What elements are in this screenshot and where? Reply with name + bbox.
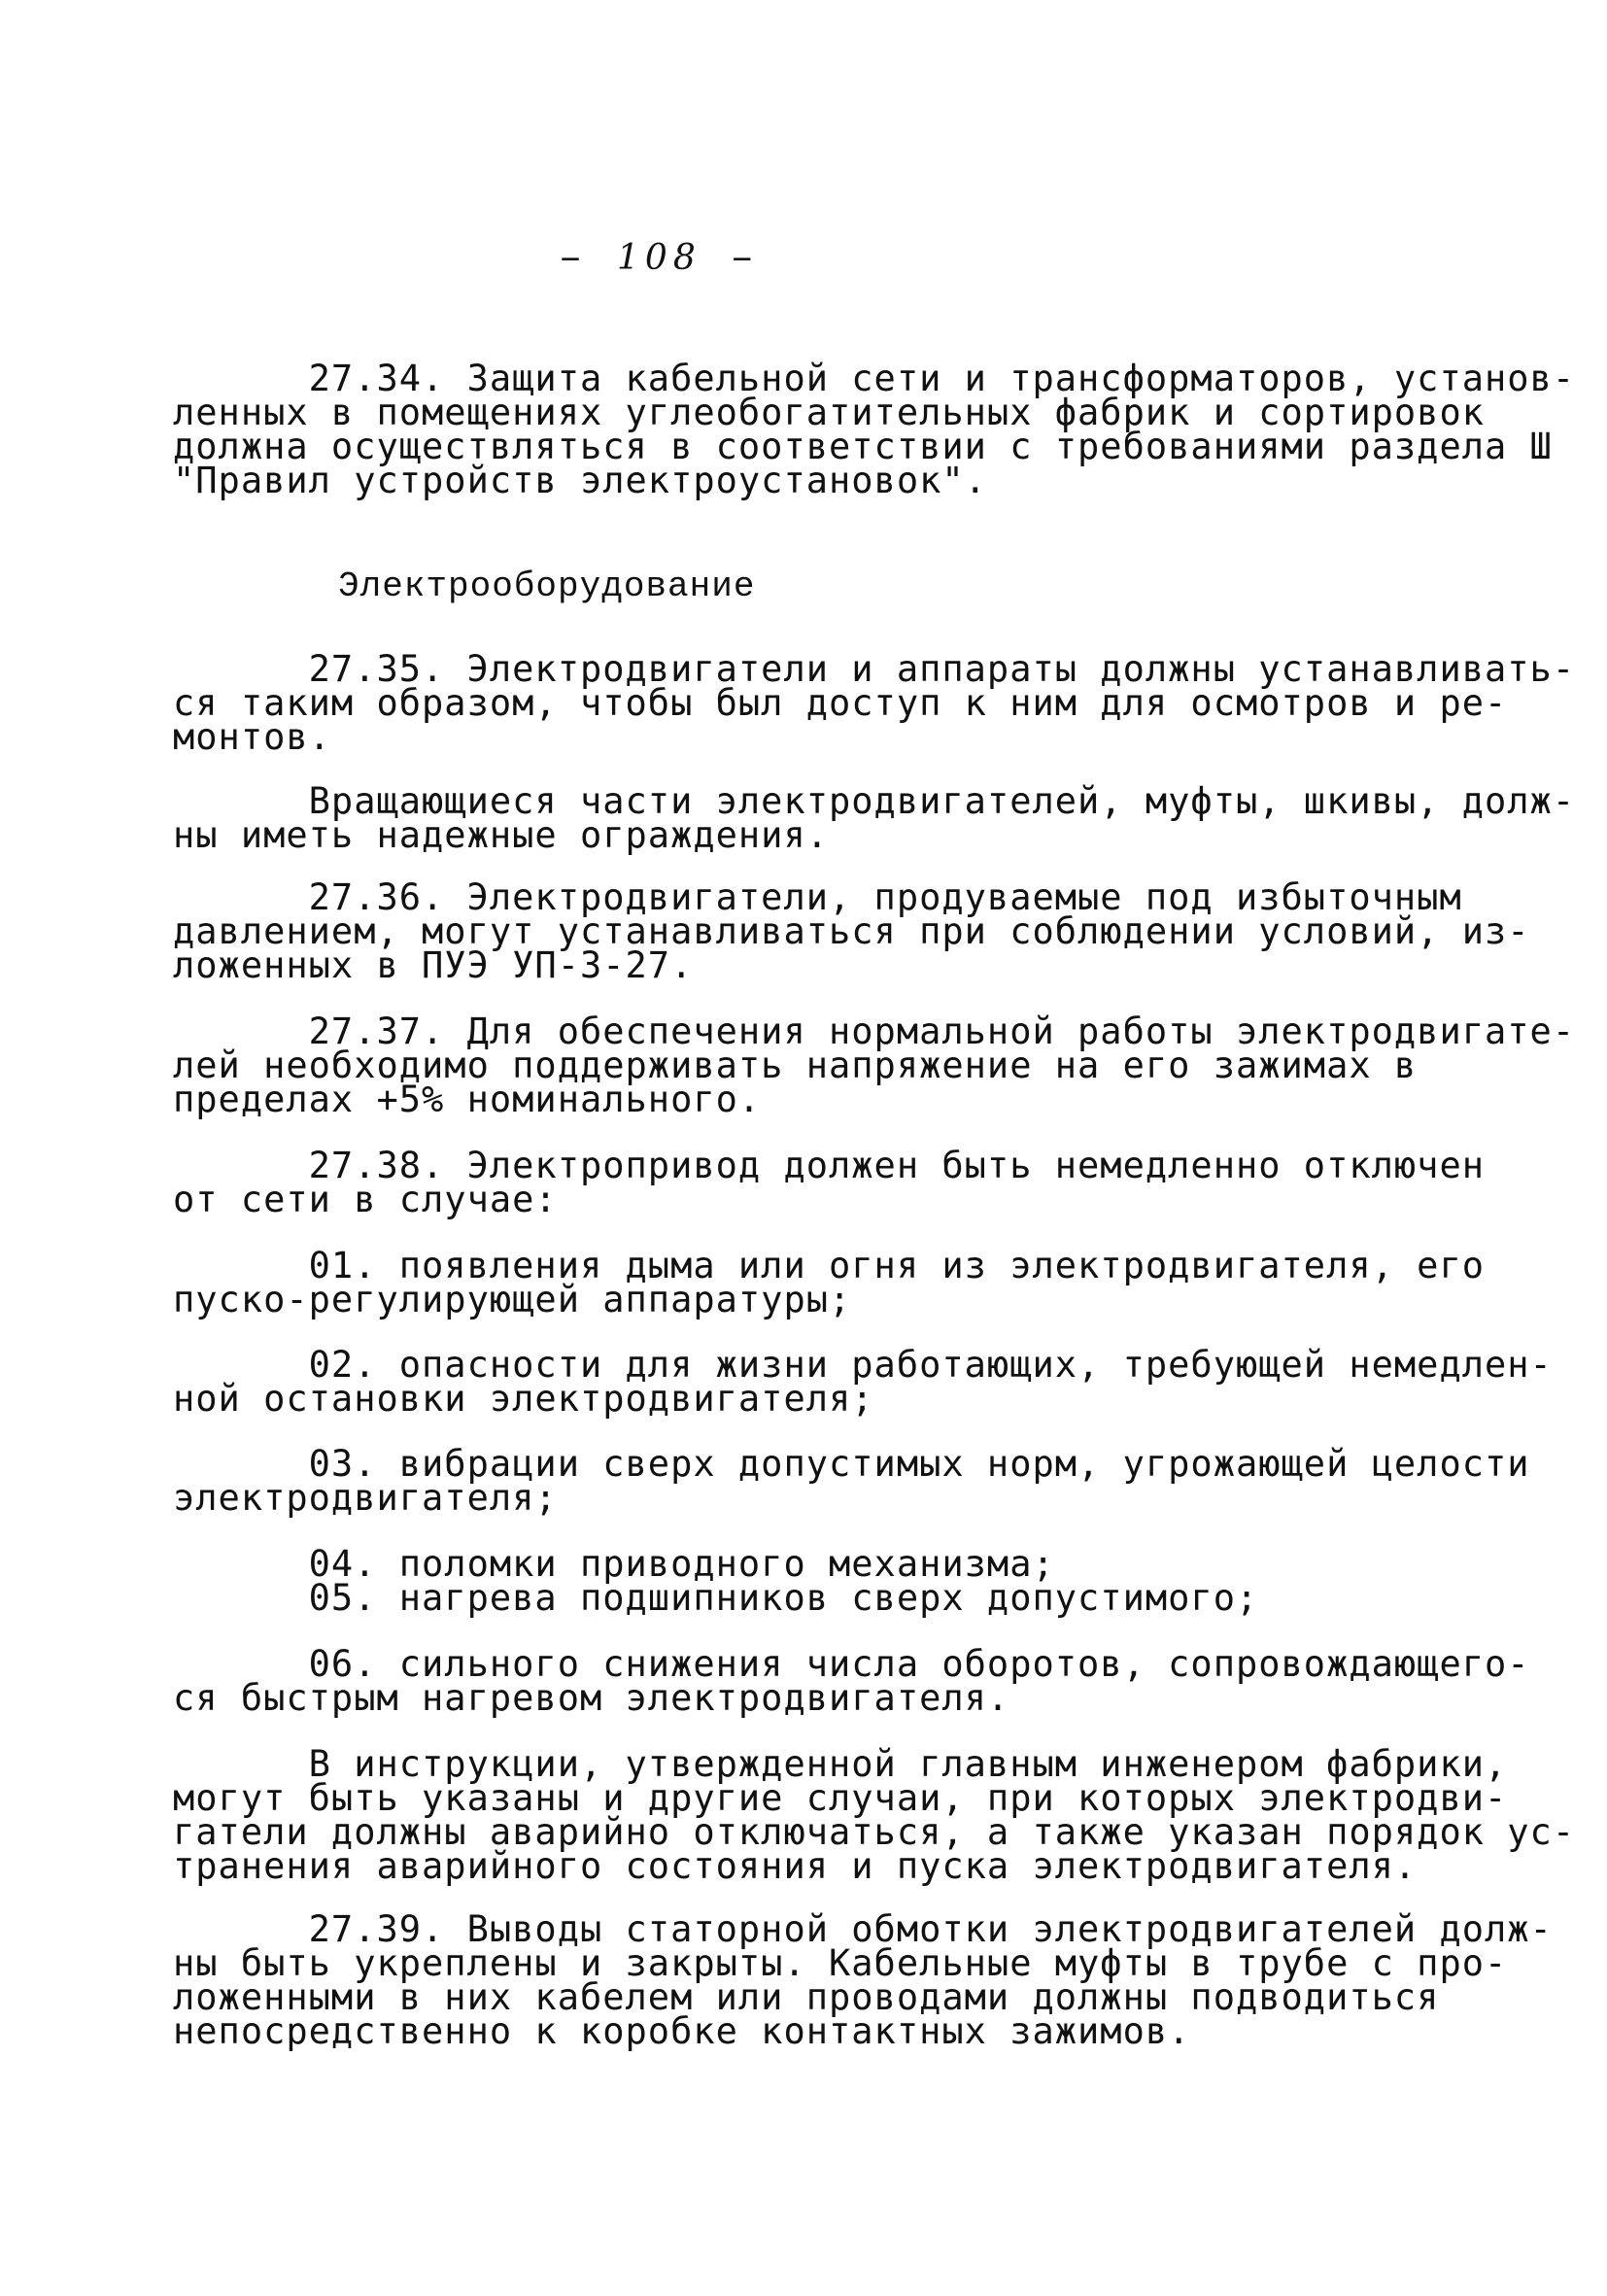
section-heading: Электрооборудование xyxy=(338,566,756,606)
list-item-02: 02. опасности для жизни работающих, требующей немедлен- ной остановки электродвигателя; xyxy=(173,1344,1553,1420)
page-number-value: 108 xyxy=(617,238,701,278)
paragraph-27-39: 27.39. Выводы статорной обмотки электродвигателей долж- ны быть укреплены и закрыты. Кабельные муфты в трубе с про- ложенными в них кабелем или проводами должны подводиться непосредственно к коробке контактных зажимов. xyxy=(173,1908,1553,2052)
paragraph-27-38: 27.38. Электропривод должен быть немедленно отключен от сети в случае: xyxy=(173,1145,1486,1220)
paragraph-27-36: 27.36. Электродвигатели, продуваемые под избыточным давлением, могут устанавливаться при соблюдении условий, из- ложенных в ПУЭ УП-3-27. xyxy=(173,876,1530,986)
page-number xyxy=(559,238,760,282)
paragraph-27-34: 27.34. Защита кабельной сети и трансформаторов, установ- ленных в помещениях углеобогатительных фабрик и сортировок должна осуществляться в соответствии с требованиями раздела Ш "Правил устройств электроустановок". xyxy=(173,358,1576,501)
list-item-01: 01. появления дыма или огня из электродвигателя, его пуско-регулирующей аппаратуры; xyxy=(173,1245,1486,1320)
page-number-dash-left: – xyxy=(559,238,589,282)
paragraph-27-37: 27.37. Для обеспечения нормальной работы электродвигате- лей необходимо поддерживать напряжение на его зажимах в пределах +5% номинального. xyxy=(173,1011,1576,1120)
list-item-03: 03. вибрации сверх допустимых норм, угрожающей целости электродвигателя; xyxy=(173,1443,1530,1519)
list-item-06: 06. сильного снижения числа оборотов, сопровождающего- ся быстрым нагревом электродвигателя. xyxy=(173,1643,1530,1719)
paragraph-instruction: В инструкции, утвержденной главным инженером фабрики, могут быть указаны и другие случаи, при которых электродви- гатели должны аварийно отключаться, а также указан порядок ус- транения аварийного состояния и пуска электродвигателя. xyxy=(173,1743,1576,1887)
list-items-04-05: 04. поломки приводного механизма; 05. нагрева подшипников сверх допустимого; xyxy=(308,1543,1259,1619)
page-number-dash-right: – xyxy=(730,238,760,282)
paragraph-27-35-rotating-parts: Вращающиеся части электродвигателей, муфты, шкивы, долж- ны иметь надежные ограждения. xyxy=(173,780,1576,856)
paragraph-27-35: 27.35. Электродвигатели и аппараты должны устанавливать- ся таким образом, чтобы был доступ к ним для осмотров и ре- монтов. xyxy=(173,648,1576,758)
